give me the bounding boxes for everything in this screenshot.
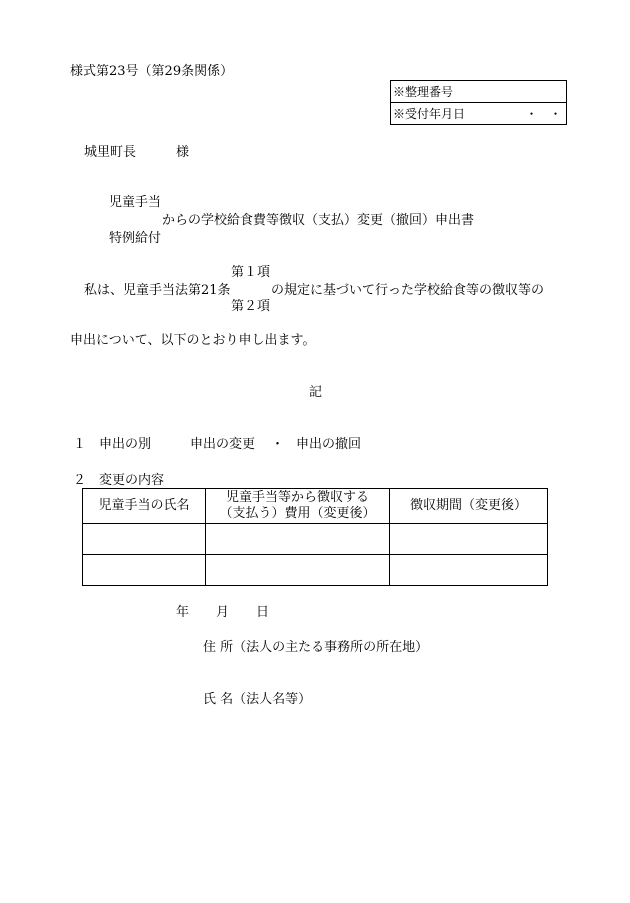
clause-option-2: 第２項 xyxy=(231,299,271,314)
table-cell[interactable] xyxy=(83,524,206,555)
table-row xyxy=(83,555,548,586)
address-label: 住 所（法人の主たる事務所の所在地） xyxy=(203,640,429,655)
option-separator: ・ xyxy=(271,437,285,452)
table-cell[interactable] xyxy=(390,524,548,555)
section2-label: ２ 変更の内容 xyxy=(73,473,165,488)
ki-heading: 記 xyxy=(309,385,323,400)
form-number: 様式第23号（第29条関係） xyxy=(70,64,234,79)
registry-date-dots: ・ ・ xyxy=(525,107,562,121)
body-sentence-rest: の規定に基づいて行った学校給食等の徴収等の xyxy=(271,283,545,298)
date-year: 年 xyxy=(176,605,190,620)
table-cell[interactable] xyxy=(83,555,206,586)
clause-option-1: 第１項 xyxy=(231,265,271,280)
section1-label: １ 申出の別 xyxy=(73,437,152,452)
header-cost: 児童手当等から徴収する （支払う）費用（変更後） xyxy=(206,489,390,524)
table-cell[interactable] xyxy=(390,555,548,586)
option-withdraw: 申出の撤回 xyxy=(296,437,362,452)
document-title: からの学校給食費等徴収（支払）変更（撤回）申出書 xyxy=(162,213,475,228)
body-line-2: 申出について、以下のとおり申し出ます。 xyxy=(70,333,316,348)
option-change: 申出の変更 xyxy=(190,437,256,452)
change-content-table xyxy=(82,488,548,586)
date-day: 日 xyxy=(256,605,270,620)
name-label: 氏 名（法人名等） xyxy=(203,692,312,707)
table-cell[interactable] xyxy=(206,524,390,555)
header-period: 徴収期間（変更後） xyxy=(390,489,548,524)
title-option-special-benefit: 特例給付 xyxy=(109,231,162,246)
table-cell[interactable] xyxy=(206,555,390,586)
addressee-honorific: 様 xyxy=(176,145,190,160)
date-month: 月 xyxy=(216,605,230,620)
addressee-name: 城里町長 xyxy=(84,145,137,160)
registry-number-label: ※整理番号 xyxy=(391,81,567,103)
registry-box xyxy=(390,80,567,125)
table-row xyxy=(83,524,548,555)
registry-date-label: ※受付年月日 ・ ・ xyxy=(391,103,567,125)
header-child-name: 児童手当の氏名 xyxy=(83,489,206,524)
title-option-child-allowance: 児童手当 xyxy=(109,195,162,210)
body-sentence: 私は、児童手当法第21条 xyxy=(84,283,231,298)
